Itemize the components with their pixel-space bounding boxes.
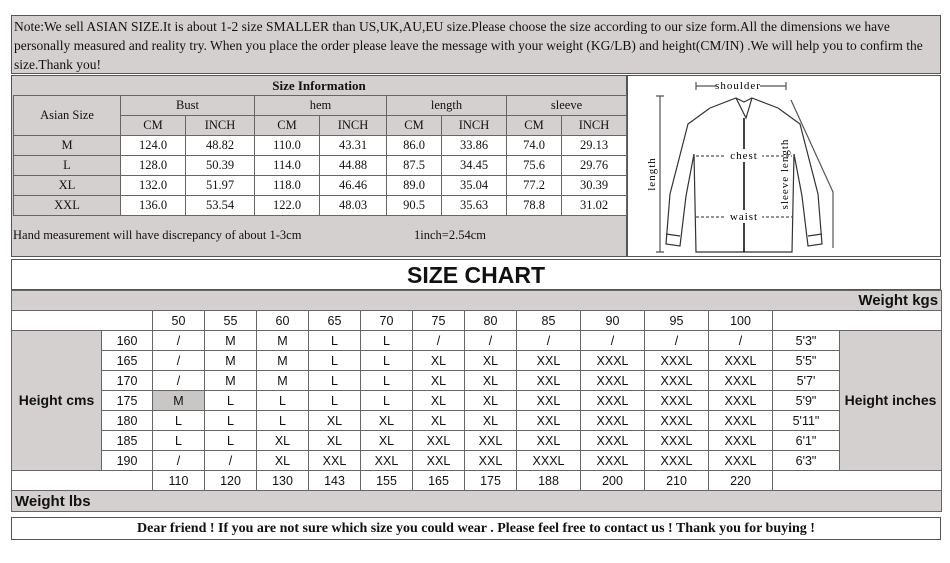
size-cell: L [153,431,205,451]
size-cell: XL [257,431,309,451]
size-cell: XL [413,371,465,391]
measure-value: 75.6 [507,156,562,176]
size-cell: L [257,391,309,411]
blank-cell [12,471,153,491]
measure-value: 77.2 [507,176,562,196]
size-cell: XXL [361,451,413,471]
weight-lb-footer: 130 [257,471,309,491]
weight-lbs-label: Weight lbs [12,491,942,512]
blank-cell [773,311,942,331]
size-cell: L [205,411,257,431]
unit-header: CM [121,116,186,136]
size-cell: M [205,351,257,371]
size-information-table [13,95,627,216]
size-cell: XXXL [645,451,709,471]
size-cell: XXXL [709,371,773,391]
size-cell: XXL [309,451,361,471]
size-cell: L [309,391,361,411]
size-cell: XXL [517,391,581,411]
measure-value: 87.5 [387,156,442,176]
size-cell: XL [361,431,413,451]
height-inch: 5'5" [773,351,840,371]
size-cell: / [413,331,465,351]
table-row [12,371,942,391]
size-cell: XXXL [645,371,709,391]
size-cell: L [205,391,257,411]
weight-kg-header: 80 [465,311,517,331]
sleeve-length-label: sleeve length [779,138,791,210]
size-note: Note:We sell ASIAN SIZE.It is about 1-2 size SMALLER than US,UK,AU,EU size.Please choose the size according to our size form.All the dimensions we have personally measured and reality try. When you place the order please leave the message with your weight (KG/LB) and height(CM/IN) .We will help you to confirm the size.Thank you! [11,15,941,74]
measure-value: 110.0 [255,136,320,156]
size-cell: XXXL [709,411,773,431]
unit-header: INCH [320,116,387,136]
size-cell: XL [413,411,465,431]
size-label: XL [14,176,121,196]
size-cell: XXL [465,451,517,471]
measure-value: 35.04 [442,176,507,196]
size-cell: L [205,431,257,451]
table-row [12,351,942,371]
weight-kgs-label: Weight kgs [12,291,942,311]
measure-header: hem [255,96,387,116]
size-cell: / [645,331,709,351]
unit-header: INCH [562,116,627,136]
size-cell: / [153,451,205,471]
size-cell: XL [413,351,465,371]
size-cell: XL [309,431,361,451]
weight-kg-header: 60 [257,311,309,331]
size-cell: XXL [517,371,581,391]
size-cell: XXXL [645,391,709,411]
size-cell: XXXL [581,431,645,451]
height-inch: 6'3" [773,451,840,471]
measure-value: 29.13 [562,136,627,156]
size-cell: XXXL [645,351,709,371]
measure-value: 51.97 [186,176,255,196]
size-cell: M [257,351,309,371]
size-cell: / [205,451,257,471]
measure-value: 128.0 [121,156,186,176]
measure-value: 86.0 [387,136,442,156]
measure-header: Bust [121,96,255,116]
size-cell: XXXL [581,371,645,391]
size-information-title: Size Information [272,78,366,93]
measure-value: 33.86 [442,136,507,156]
size-information-panel [11,75,627,257]
weight-kg-header: 90 [581,311,645,331]
height-cm: 190 [102,451,153,471]
measurement-footnote: Hand measurement will have discrepancy of about 1-3cm [13,228,302,242]
height-inch: 5'11" [773,411,840,431]
measure-header: length [387,96,507,116]
weight-kg-header: 100 [709,311,773,331]
size-cell: XL [465,351,517,371]
size-cell: L [361,391,413,411]
weight-kg-header: 55 [205,311,257,331]
measure-value: 136.0 [121,196,186,216]
unit-header: CM [387,116,442,136]
size-label: L [14,156,121,176]
size-cell: L [153,411,205,431]
measure-value: 89.0 [387,176,442,196]
blank-cell [773,471,942,491]
measure-value: 90.5 [387,196,442,216]
size-cell: XL [465,371,517,391]
height-inch: 5'9" [773,391,840,411]
size-cell: L [361,351,413,371]
table-row [14,176,627,196]
size-cell: XXL [465,431,517,451]
weight-kg-header: 50 [153,311,205,331]
size-cell: XXL [517,411,581,431]
measure-value: 46.46 [320,176,387,196]
size-cell: XXXL [581,391,645,411]
size-cell: XL [361,411,413,431]
measure-value: 43.31 [320,136,387,156]
unit-header: INCH [442,116,507,136]
size-cell: XL [309,411,361,431]
measure-value: 35.63 [442,196,507,216]
size-cell: XXXL [709,391,773,411]
weight-kg-header: 95 [645,311,709,331]
measure-header: sleeve [507,96,627,116]
height-cm: 180 [102,411,153,431]
size-cell: / [581,331,645,351]
weight-lb-footer: 200 [581,471,645,491]
unit-header: INCH [186,116,255,136]
size-cell: XXXL [709,351,773,371]
measure-value: 29.76 [562,156,627,176]
measure-value: 48.82 [186,136,255,156]
measure-value: 34.45 [442,156,507,176]
blank-cell [12,311,153,331]
table-row [12,431,942,451]
unit-header: CM [255,116,320,136]
height-inches-label: Height inches [840,331,942,471]
size-chart-title: SIZE CHART [11,259,941,290]
unit-header: CM [507,116,562,136]
size-cell: M [153,391,205,411]
height-cm: 170 [102,371,153,391]
measure-value: 78.8 [507,196,562,216]
measure-value: 124.0 [121,136,186,156]
height-inch: 5'3" [773,331,840,351]
size-cell: M [205,371,257,391]
size-cell: XXXL [645,411,709,431]
weight-kg-header: 85 [517,311,581,331]
table-row [14,136,627,156]
chest-label: chest [730,150,758,162]
size-cell: M [205,331,257,351]
size-cell: XXXL [709,451,773,471]
length-label: length [646,157,658,191]
weight-lb-footer: 110 [153,471,205,491]
size-cell: / [153,331,205,351]
table-row [12,411,942,431]
measure-value: 74.0 [507,136,562,156]
weight-lb-footer: 120 [205,471,257,491]
waist-label: waist [729,211,759,223]
size-cell: M [257,371,309,391]
measure-value: 50.39 [186,156,255,176]
shirt-measurement-diagram [627,75,941,257]
size-cell: XL [413,391,465,411]
measure-value: 30.39 [562,176,627,196]
weight-kg-header: 70 [361,311,413,331]
size-cell: L [309,331,361,351]
weight-lb-footer: 175 [465,471,517,491]
table-row [12,331,942,351]
size-cell: XXXL [581,451,645,471]
measure-value: 118.0 [255,176,320,196]
weight-kg-header: 65 [309,311,361,331]
weight-lb-footer: 188 [517,471,581,491]
asian-size-header: Asian Size [14,96,121,136]
height-cms-label: Height cms [12,331,102,471]
weight-lb-footer: 165 [413,471,465,491]
size-cell: / [709,331,773,351]
size-cell: XXXL [581,411,645,431]
size-cell: L [309,351,361,371]
height-cm: 165 [102,351,153,371]
table-row [14,196,627,216]
size-cell: XXL [413,431,465,451]
size-label: M [14,136,121,156]
shirt-icon [628,76,940,256]
measure-value: 31.02 [562,196,627,216]
height-cm: 160 [102,331,153,351]
size-cell: M [257,331,309,351]
unit-conversion: 1inch=2.54cm [414,228,486,242]
size-cell: XL [465,391,517,411]
size-cell: XXL [517,431,581,451]
measure-value: 132.0 [121,176,186,196]
weight-kg-header: 75 [413,311,465,331]
size-cell: XXL [413,451,465,471]
size-cell: L [361,371,413,391]
size-cell: L [361,331,413,351]
weight-lb-footer: 155 [361,471,413,491]
size-cell: XXXL [517,451,581,471]
size-cell: XXL [517,351,581,371]
table-row [14,156,627,176]
size-label: XXL [14,196,121,216]
size-cell: L [309,371,361,391]
size-cell: L [257,411,309,431]
size-cell: / [153,351,205,371]
measure-value: 53.54 [186,196,255,216]
weight-lb-footer: 220 [709,471,773,491]
measure-value: 114.0 [255,156,320,176]
size-cell: / [153,371,205,391]
height-cm: 175 [102,391,153,411]
size-cell: / [465,331,517,351]
size-cell: XL [465,411,517,431]
measure-value: 122.0 [255,196,320,216]
size-chart-table [11,290,942,512]
height-inch: 5'7' [773,371,840,391]
table-row [12,391,942,411]
size-cell: XXXL [645,431,709,451]
weight-lb-footer: 210 [645,471,709,491]
size-cell: XL [257,451,309,471]
measure-value: 48.03 [320,196,387,216]
height-inch: 6'1" [773,431,840,451]
table-row [12,451,942,471]
size-cell: XXXL [709,431,773,451]
size-cell: XXXL [581,351,645,371]
thank-you-message: Dear friend ! If you are not sure which size you could wear . Please feel free to contact us ! Thank you for buying ! [11,517,941,540]
size-cell: / [517,331,581,351]
shoulder-label: shoulder [715,80,761,92]
measure-value: 44.88 [320,156,387,176]
height-cm: 185 [102,431,153,451]
weight-lb-footer: 143 [309,471,361,491]
